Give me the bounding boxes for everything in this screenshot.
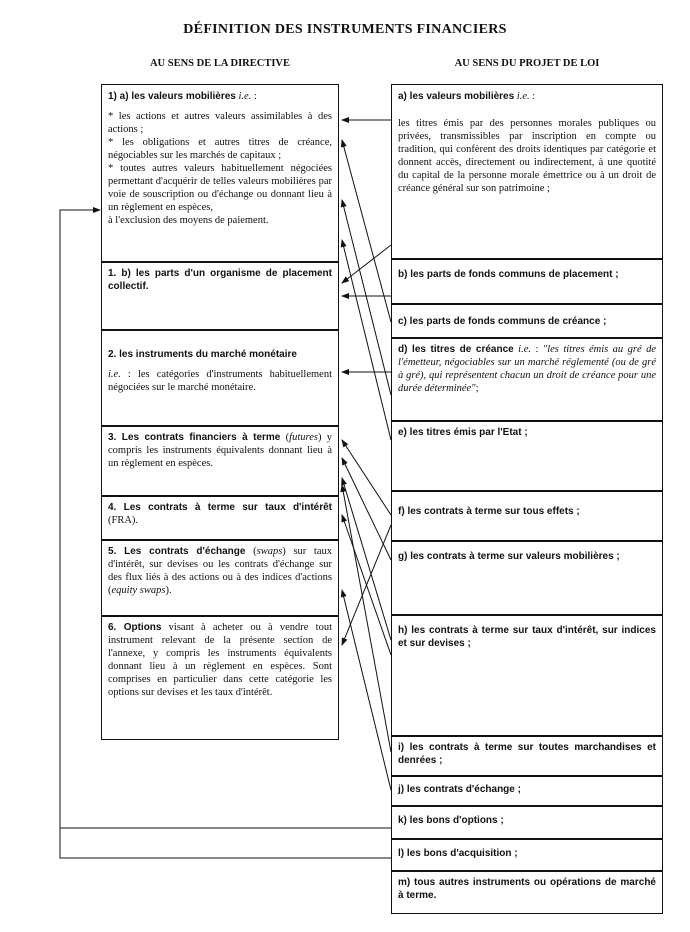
box-heading: 2. les instruments du marché monétaire [108,349,297,360]
italic-quote: "les titres émis au gré de l'émetteur, négociables sur un marché réglementé (ou de gré à gré), qui représentent chacun un droit de créance pour une durée déterminée" [398,344,656,394]
italic-term: swaps [256,546,283,557]
box-heading: f) les contrats à terme sur tous effets ; [398,506,580,517]
box-heading: c) les parts de fonds communs de créance ; [398,316,607,327]
box-heading: 4. Les contrats à terme sur taux d'intérêt [108,502,332,513]
box-heading: b) les parts de fonds communs de placement ; [398,269,619,280]
box-heading: l) les bons d'acquisition ; [398,848,518,859]
box-heading: g) les contrats à terme sur valeurs mobilières ; [398,551,620,562]
arrow-k-to-1a [60,210,391,828]
box-heading: j) les contrats d'échange ; [398,784,521,795]
box-text: y compris les instruments équivalents donnant lieu à un règlement en espèces. [108,432,333,469]
box-text: sur taux d'intérêt, sur devises ou les contrats d'échange sur des flux liés à des actions ou à des indices d'actions ( [108,546,332,596]
line-l-to-1a [60,828,391,858]
box-heading: 1) a) les valeurs mobilières [108,91,236,102]
ie: i.e. [108,369,121,380]
box-text: (FRA). [108,515,139,526]
italic-term: equity swaps [111,585,166,596]
box-heading: d) les titres de créance [398,344,514,355]
bullet-text: à l'exclusion des moyens de paiement. [108,215,269,226]
box-heading: 1. b) les parts d'un organisme de placement collectif. [108,268,332,292]
box-heading: a) les valeurs mobilières [398,91,515,102]
right-column-header: AU SENS DU PROJET DE LOI [454,58,600,69]
ie: i.e. [238,91,252,102]
box-text: visant à acheter ou à vendre tout instrument relevant de la présente section de l'annexe, y compris les instruments équivalents donnant lieu à un règlement en espèces. Sont comprises en particulier dans cette catégorie les options sur devises et les taux d'intérêt. [108,622,332,698]
page-title: DÉFINITION DES INSTRUMENTS FINANCIERS [183,22,507,37]
arrow-b-to-1b [342,245,391,283]
box-heading: 6. Options [108,622,162,633]
bullet-text: * les obligations et autres titres de créance, négociables sur les marchés de capitaux ; [108,137,332,161]
box-text: les titres émis par des personnes morales publiques ou privées, transmissibles par inscription en compte ou tradition, qui confèrent des droits identiques par catégorie et donnent accès, directement ou indirectement, à une quotité du capital de la personne morale émettrice ou à un droit de créance général sur son patrimoine ; [398,118,656,194]
directive-box-swaps: 5. Les contrats d'échange (swaps) sur taux d'intérêt, sur devises ou les contrats d'échange sur des flux liés à des actions ou à des indices d'actions (equity swaps). [101,539,339,617]
bullet-text: * toutes autres valeurs habituellement négociées permettant d'acquérir de telles valeurs mobilières par voie de souscription ou d'échange ou donnant lieu à un règlement en espèces, [108,163,332,213]
box-text: ). [165,585,172,596]
box-heading: k) les bons d'options ; [398,815,504,826]
box-text: : les catégories d'instruments habituellement négociées sur le marché monétaire. [108,369,332,393]
box-heading: h) les contrats à terme sur taux d'intérêt, sur indices et sur devises ; [398,625,656,649]
box-heading: e) les titres émis par l'Etat ; [398,427,528,438]
ie: i.e. [518,344,531,355]
arrow-g-to-3 [342,458,391,560]
arrow-e-to-1a [342,240,391,440]
box-heading: m) tous autres instruments ou opérations de marché à terme. [398,877,656,901]
arrow-f-to-6 [342,525,391,645]
bullet-text: * les actions et autres valeurs assimilables à des actions ; [108,111,332,135]
arrow-h-to-3 [342,478,391,640]
directive-box-contrats-financiers: 3. Les contrats financiers à terme (futures) y compris les instruments équivalents donnant lieu à un règlement en espèces. [101,425,339,497]
ie: i.e. [516,91,530,102]
colon: : [251,91,257,102]
colon: : [530,344,543,355]
italic-term: futures [289,432,318,443]
box-heading: 3. Les contrats financiers à terme [108,432,281,443]
left-column-header: AU SENS DE LA DIRECTIVE [149,58,291,69]
box-text: ; [475,383,479,394]
box-heading: i) les contrats à terme sur toutes marchandises et denrées ; [398,742,656,766]
box-heading: 5. Les contrats d'échange [108,546,246,557]
colon: : [529,91,536,102]
